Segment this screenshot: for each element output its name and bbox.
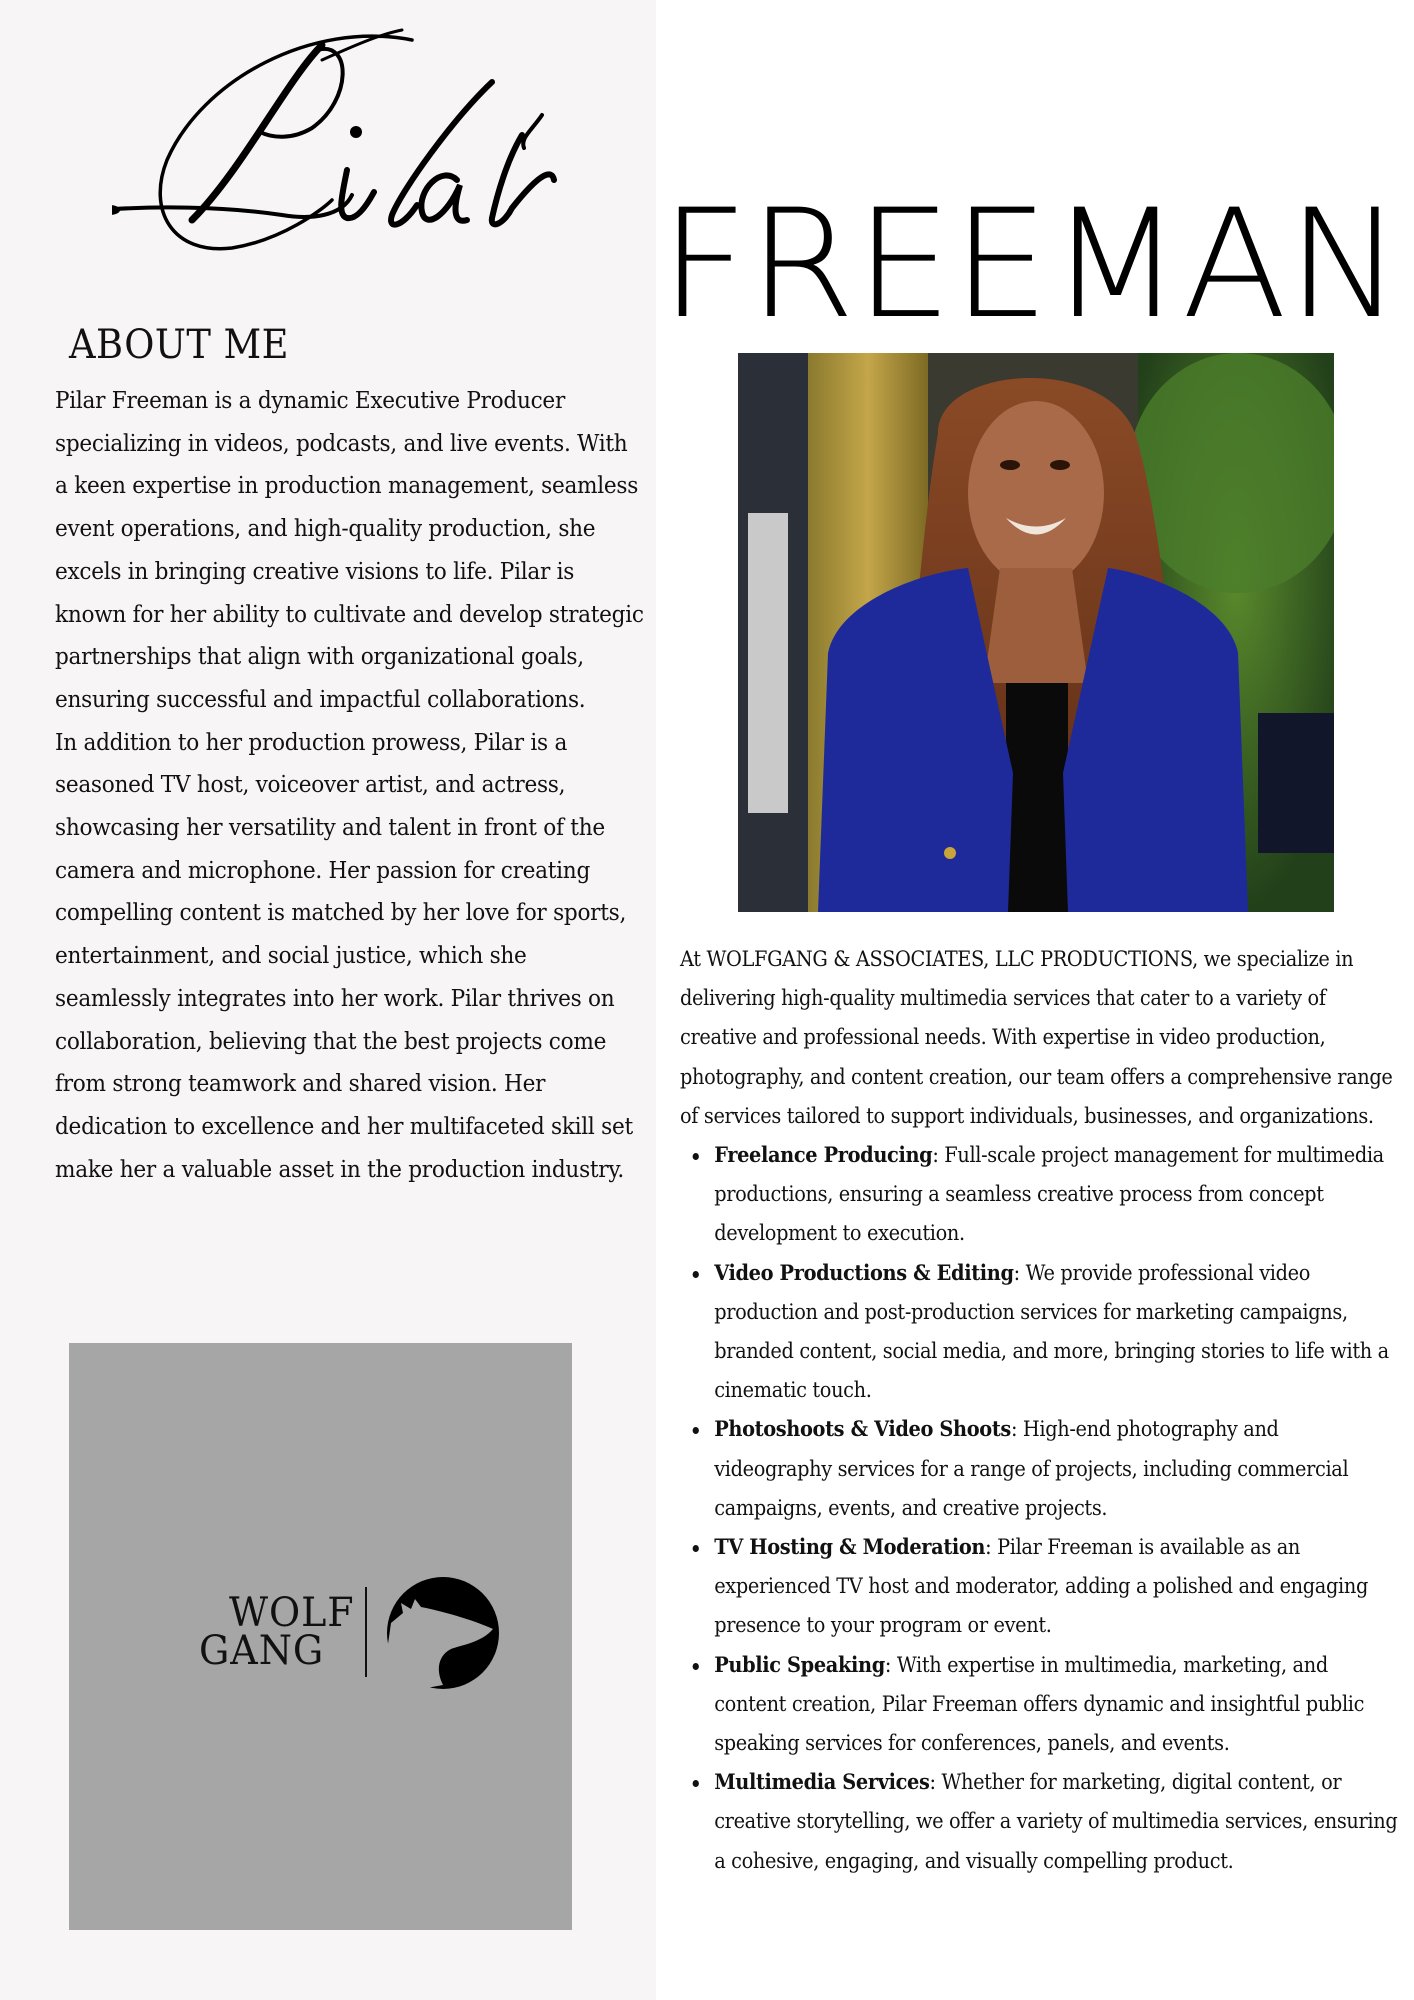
wolfgang-logo [199,1573,509,1703]
service-item [714,1254,1400,1411]
last-name-graphic [660,196,1406,326]
service-item [714,1646,1400,1764]
about-paragraph: In addition to her production prowess, Pilar is a seasoned TV host, voiceover artist, and actress, showcasing her versatility and talent in front of the camera and microphone. Her passion for creating compelling content is matched by her love for sports, entertainment, and social justice, which she seamlessly integrates into her work. Pilar thrives on collaboration, believing that the best projects come from strong teamwork and shared vision. Her dedication to excellence and her multifaceted skill set make her a valuable asset in the production industry. [55,729,633,1183]
service-title: TV Hosting & Moderation [714,1535,986,1561]
portrait-photo [738,353,1334,912]
about-body [55,380,645,1191]
about-paragraph: Pilar Freeman is a dynamic Executive Producer specializing in videos, podcasts, and live events. With a keen expertise in production management, seamless event operations, and high-quality production, she excels in bringing creative visions to life. Pilar is known for her ability to cultivate and develop strategic partnerships that align with organizational goals, ensuring successful and impactful collaborations. [55,388,644,713]
service-description: : With expertise in multimedia, marketing, and content creation, Pilar Freeman offers dynamic and insightful public speaking services for conferences, panels, and events. [714,1652,1365,1757]
service-description: : We provide professional video production and post-production services for marketing campaigns, branded content, social media, and more, bringing stories to life with a cinematic touch. [714,1260,1389,1404]
service-title: Multimedia Services [714,1770,930,1796]
service-description: : Whether for marketing, digital content, or creative storytelling, we offer a variety of multimedia services, ensuring a cohesive, engaging, and visually compelling product. [714,1770,1398,1874]
last-name-text: FREEMAN [660,196,1402,326]
service-title: Public Speaking [714,1652,885,1678]
services-intro: At WOLFGANG & ASSOCIATES, LLC PRODUCTIONS, we specialize in delivering high-quality multimedia services that cater to a variety of creative and professional needs. With expertise in video production, photography, and content creation, our team offers a comprehensive range of services tailored to support individuals, businesses, and organizations. [680,947,1393,1129]
service-item [714,1528,1400,1646]
logo-divider [365,1587,367,1677]
service-description: : Pilar Freeman is available as an experienced TV host and moderator, adding a polished and engaging presence to your program or event. [714,1535,1368,1639]
service-item [714,1410,1400,1528]
service-description: : Full-scale project management for multimedia productions, ensuring a seamless creative process from concept development to execution. [714,1143,1384,1247]
logo-text-wolf: WOLF [229,1590,355,1636]
first-name-script-graphic [112,20,592,260]
service-title: Photoshoots & Video Shoots [714,1417,1011,1443]
wolf-moon-icon [381,1573,501,1693]
services-list [680,1136,1400,1881]
service-title: Freelance Producing [714,1143,933,1169]
service-description: : High-end photography and videography services for a range of projects, including commercial campaigns, events, and creative projects. [714,1417,1349,1521]
logo-text-gang: GANG [199,1628,325,1674]
about-title: ABOUT ME [69,322,289,368]
service-item [714,1136,1400,1254]
service-item [714,1763,1400,1881]
service-title: Video Productions & Editing [714,1260,1014,1286]
portrait-photo-graphic [738,353,1334,912]
last-name-heading [660,196,1406,326]
first-name-script [112,20,592,260]
company-logo-box [69,1343,572,1930]
services-section [680,940,1400,1881]
